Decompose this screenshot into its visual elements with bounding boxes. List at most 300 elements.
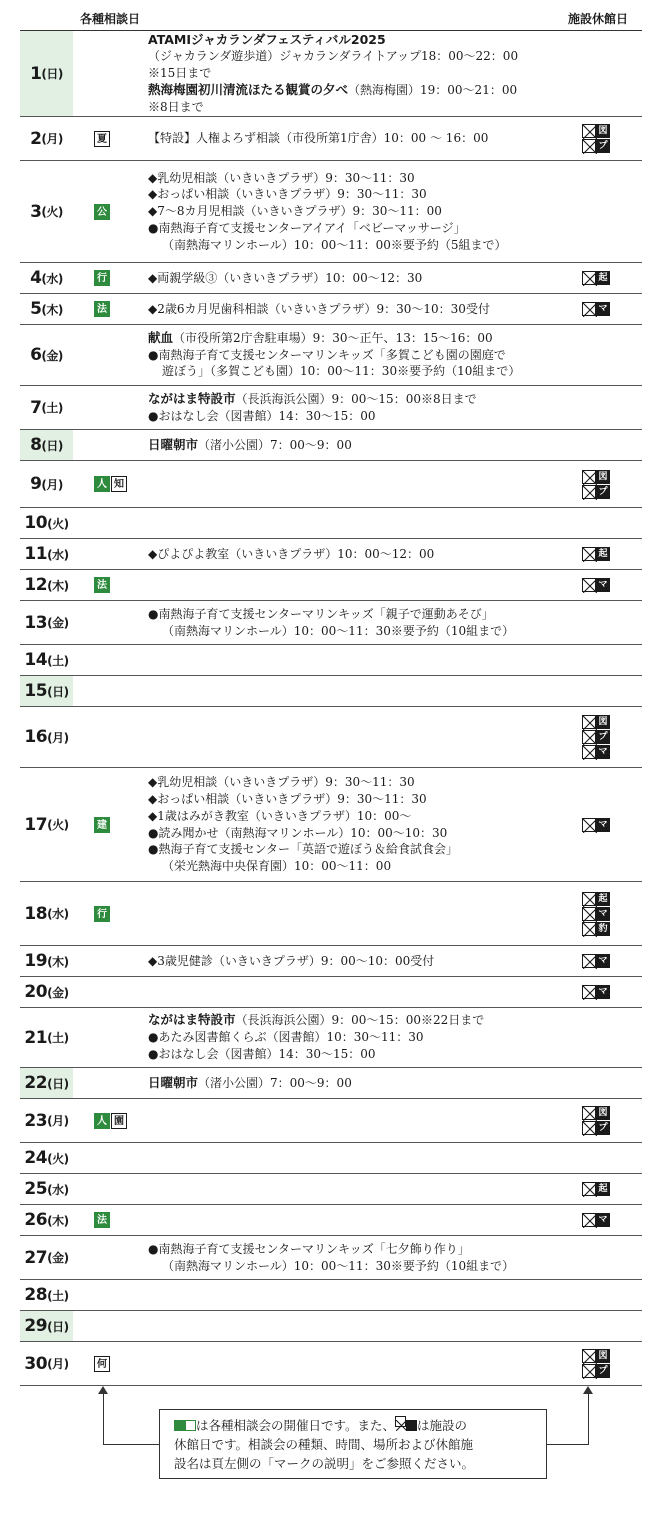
day-number: 21 <box>24 1027 48 1048</box>
facility-mark: プ <box>596 1121 610 1135</box>
left-arrow-line <box>103 1392 104 1445</box>
event-line: ●読み聞かせ（南熱海マリンホール）10：00～10：30 <box>148 825 448 840</box>
weekday-label: (土) <box>41 401 63 415</box>
calendar-row <box>20 1068 642 1099</box>
crossed-box-icon <box>582 1364 596 1378</box>
closed-facilities <box>582 882 610 945</box>
weekday-label: (日) <box>41 67 63 81</box>
day-cell <box>20 1068 73 1098</box>
weekday-label: (木) <box>47 578 69 593</box>
day-cell <box>20 1280 73 1310</box>
day-cell <box>20 1008 73 1067</box>
day-number: 25 <box>24 1179 48 1199</box>
day-cell <box>20 161 73 262</box>
event-line: ◆1歳はみがき教室（いきいきプラザ）10：00～ <box>148 808 412 823</box>
facility-mark: プ <box>596 1364 610 1378</box>
weekday-label: (金) <box>41 348 63 363</box>
event-line: ◆ぴよぴよ教室（いきいきプラザ）10：00～12：00 <box>148 546 435 561</box>
right-arrow-head-icon <box>583 1386 593 1394</box>
day-cell <box>20 325 73 385</box>
day-cell <box>20 386 73 429</box>
event-detail: （長浜海浜公園）9：00～15：00※22日まで <box>235 1013 485 1028</box>
weekday-label: (月) <box>41 132 63 146</box>
closed-badge <box>582 139 610 153</box>
facility-mark: マ <box>596 818 610 832</box>
calendar-row <box>20 325 642 386</box>
closed-facilities <box>582 946 610 976</box>
event-detail: （渚小公園）7：00～9：00 <box>198 1075 352 1090</box>
crossed-box-icon <box>582 1349 596 1363</box>
weekday-label: (金) <box>47 1251 69 1265</box>
day-number: 14 <box>24 650 48 670</box>
weekday-label: (火) <box>47 516 69 531</box>
day-cell <box>20 601 73 644</box>
black-square-icon <box>406 1420 417 1431</box>
event-line: ◆2歳6カ月児歯科相談（いきいきプラザ）9：30～10：30受付 <box>148 301 490 316</box>
closed-badge <box>582 907 610 921</box>
day-number: 27 <box>24 1247 48 1268</box>
day-cell <box>20 676 73 706</box>
weekday-label: (水) <box>41 271 63 286</box>
closed-facilities <box>582 707 610 767</box>
facility-mark: 図 <box>596 715 610 729</box>
day-cell <box>20 31 73 116</box>
consultation-codes <box>94 1099 128 1142</box>
crossed-box-icon <box>582 715 596 729</box>
facility-closed-header: 施設休館日 <box>568 12 629 26</box>
day-number: 24 <box>24 1148 48 1168</box>
crossed-box-icon <box>582 547 596 561</box>
crossed-box-icon <box>582 730 596 744</box>
day-number: 8 <box>30 435 42 455</box>
event-line: （南熱海マリンホール）10：00～11：30※要予約（10組まで） <box>162 1258 515 1273</box>
day-cell <box>20 1205 73 1235</box>
day-number: 10 <box>24 513 48 533</box>
weekday-label: (木) <box>47 1213 69 1228</box>
weekday-label: (土) <box>47 1031 69 1045</box>
event-line <box>148 82 584 99</box>
crossed-box-icon <box>582 139 596 153</box>
facility-mark: マ <box>596 907 610 921</box>
crossed-box-icon <box>582 1106 596 1120</box>
day-cell <box>20 1342 73 1385</box>
day-cell <box>20 977 73 1007</box>
calendar-row <box>20 1280 642 1311</box>
event-line: ●南熱海子育て支援センターマリンキッズ「多賀こども園の園庭で <box>148 347 506 362</box>
closed-badge <box>582 485 610 499</box>
closed-facilities <box>582 461 610 507</box>
consultation-badge: 法 <box>94 1212 110 1228</box>
facility-mark: 図 <box>596 1106 610 1120</box>
consultation-badge: 法 <box>94 577 110 593</box>
calendar-row <box>20 31 642 117</box>
facility-mark: 図 <box>596 470 610 484</box>
day-number: 5 <box>30 299 42 319</box>
facility-mark: プ <box>596 139 610 153</box>
crossed-box-icon <box>582 985 596 999</box>
weekday-label: (月) <box>47 1357 69 1371</box>
calendar-row <box>20 946 642 977</box>
day-cell <box>20 461 73 507</box>
event-title: ながはま特設市 <box>148 1012 236 1028</box>
event-list <box>148 263 584 293</box>
closed-badge <box>582 892 610 906</box>
calendar-row <box>20 430 642 461</box>
facility-mark: プ <box>596 730 610 744</box>
consultation-codes <box>94 768 111 881</box>
calendar-row <box>20 294 642 325</box>
day-number: 23 <box>24 1110 48 1131</box>
crossed-box-icon <box>582 578 596 592</box>
event-line: （南熱海マリンホール）10：00～11：30※要予約（10組まで） <box>162 623 515 638</box>
calendar-row <box>20 676 642 707</box>
consultation-codes <box>94 461 128 507</box>
closed-facilities <box>582 263 610 293</box>
weekday-label: (土) <box>47 653 69 668</box>
facility-mark: マ <box>596 954 610 968</box>
calendar-row <box>20 1008 642 1068</box>
day-cell <box>20 1311 73 1341</box>
consultation-badge: 知 <box>111 476 127 492</box>
right-arrow-horizontal <box>547 1444 589 1445</box>
calendar-row <box>20 1205 642 1236</box>
closed-badge <box>582 922 610 936</box>
calendar-row <box>20 117 642 161</box>
weekday-label: (土) <box>47 1288 69 1303</box>
closed-facilities <box>582 1342 610 1385</box>
closed-badge <box>582 1106 610 1120</box>
consultation-badge: 何 <box>94 1356 110 1372</box>
facility-mark: マ <box>596 985 610 999</box>
weekday-label: (火) <box>41 205 63 219</box>
event-list <box>148 31 584 116</box>
day-cell <box>20 1143 73 1173</box>
event-line: ●南熱海子育て支援センターマリンキッズ「七夕飾り作り」 <box>148 1241 470 1256</box>
event-list <box>148 294 584 324</box>
event-line: 遊ぼう」（多賀こども園）10：00～11：30※要予約（10組まで） <box>162 364 521 379</box>
facility-mark: マ <box>596 578 610 592</box>
day-number: 7 <box>30 397 42 418</box>
crossed-box-icon <box>582 1182 596 1196</box>
calendar-row <box>20 508 642 539</box>
closed-facilities <box>582 294 610 324</box>
crossed-box-icon <box>582 922 596 936</box>
closed-badge <box>582 1364 610 1378</box>
day-cell <box>20 263 73 293</box>
day-cell <box>20 768 73 881</box>
day-cell <box>20 946 73 976</box>
facility-mark: 図 <box>596 1349 610 1363</box>
weekday-label: (水) <box>47 907 69 921</box>
calendar-row <box>20 386 642 430</box>
green-filled-square-icon <box>174 1420 185 1431</box>
consultation-badge: 行 <box>94 270 110 286</box>
closed-badge <box>582 954 610 968</box>
crossed-box-icon <box>582 1213 596 1227</box>
day-number: 20 <box>24 982 48 1002</box>
event-line <box>148 330 584 347</box>
event-line: ◆おっぱい相談（いきいきプラザ）9：30～11：30 <box>148 791 427 806</box>
crossed-box-icon <box>582 271 596 285</box>
consultation-codes <box>94 570 111 600</box>
closed-badge <box>582 271 610 285</box>
closed-facilities <box>582 1174 610 1204</box>
left-arrow-horizontal <box>103 1444 159 1445</box>
weekday-label: (日) <box>47 684 69 699</box>
event-list <box>148 1068 584 1098</box>
day-number: 15 <box>24 681 48 701</box>
day-cell <box>20 117 73 160</box>
crossed-box-icon <box>582 485 596 499</box>
crossed-box-icon <box>582 302 596 316</box>
event-line: ◆両親学級③（いきいきプラザ）10：00～12：30 <box>148 270 423 285</box>
closed-badge <box>582 302 610 316</box>
day-number: 28 <box>24 1285 48 1305</box>
calendar-row <box>20 1174 642 1205</box>
closed-facilities <box>582 1099 610 1142</box>
event-detail: （渚小公園）7：00～9：00 <box>198 437 352 452</box>
calendar-row <box>20 707 642 768</box>
crossed-box-icon <box>582 470 596 484</box>
calendar-row <box>20 1143 642 1174</box>
consultation-badge: 公 <box>94 204 110 220</box>
facility-mark: 図 <box>596 124 610 138</box>
event-line <box>148 391 584 408</box>
closed-facilities <box>582 539 610 569</box>
green-outline-square-icon <box>185 1420 196 1431</box>
day-cell <box>20 294 73 324</box>
event-list <box>148 325 584 385</box>
event-line <box>148 1012 584 1029</box>
closed-facilities <box>582 570 610 600</box>
day-number: 9 <box>30 474 42 494</box>
day-number: 12 <box>24 575 48 595</box>
weekday-label: (火) <box>47 818 69 832</box>
closed-badge <box>582 1213 610 1227</box>
crossed-box-icon <box>582 818 596 832</box>
facility-mark: マ <box>596 745 610 759</box>
closed-badge <box>582 124 610 138</box>
closed-badge <box>582 547 610 561</box>
calendar-row <box>20 768 642 882</box>
day-cell <box>20 508 73 538</box>
weekday-label: (月) <box>41 477 63 492</box>
weekday-label: (火) <box>47 1151 69 1166</box>
event-list <box>148 601 584 644</box>
closed-badge <box>582 1121 610 1135</box>
event-list <box>148 768 584 881</box>
event-line: ●南熱海子育て支援センターマリンキッズ「親子で運動あそび」 <box>148 606 494 621</box>
event-line: ◆7～8カ月児相談（いきいきプラザ）9：30～11：00 <box>148 204 442 219</box>
weekday-label: (水) <box>47 1182 69 1197</box>
day-cell <box>20 645 73 675</box>
crossed-box-icon <box>582 1121 596 1135</box>
calendar-row <box>20 882 642 946</box>
event-line: ●熱海子育て支援センター「英語で遊ぼう＆給食試食会」 <box>148 842 458 857</box>
event-line: ◆乳幼児相談（いきいきプラザ）9：30～11：30 <box>148 775 415 790</box>
closed-badge <box>582 578 610 592</box>
crossed-box-icon <box>582 124 596 138</box>
closed-badge <box>582 745 610 759</box>
event-title: ATAMIジャカランダフェスティバル2025 <box>148 31 386 47</box>
calendar-row <box>20 161 642 263</box>
calendar-row <box>20 1236 642 1280</box>
closed-badge <box>582 818 610 832</box>
event-detail: （熱海梅園）19：00～21：00 <box>348 82 518 97</box>
event-list <box>148 161 584 262</box>
event-title: 献血 <box>148 329 174 345</box>
weekday-label: (月) <box>47 1114 69 1128</box>
consultation-badge: 法 <box>94 301 110 317</box>
crossed-box-icon <box>582 745 596 759</box>
consultation-badge: 建 <box>94 817 110 833</box>
day-cell <box>20 570 73 600</box>
facility-mark: 起 <box>596 271 610 285</box>
event-title: ながはま特設市 <box>148 390 236 406</box>
event-line: ※15日まで <box>148 66 212 81</box>
calendar-row <box>20 1342 642 1386</box>
closed-badge <box>582 715 610 729</box>
day-cell <box>20 707 73 767</box>
day-cell <box>20 539 73 569</box>
consultation-codes <box>94 1205 111 1235</box>
weekday-label: (木) <box>41 302 63 317</box>
crossed-box-icon <box>582 892 596 906</box>
note-line-1: は各種相談会の開催日です。また、 は施設の <box>174 1416 536 1435</box>
weekday-label: (金) <box>47 616 69 630</box>
day-number: 30 <box>24 1353 48 1374</box>
event-line <box>148 1075 584 1092</box>
event-line: 【特設】人権よろず相談（市役所第1庁舎）10：00 ～ 16：00 <box>148 131 489 146</box>
event-line: ※8日まで <box>148 99 204 114</box>
event-list <box>148 386 584 429</box>
event-list <box>148 946 584 976</box>
event-list <box>148 1236 584 1279</box>
closed-badge <box>582 1349 610 1363</box>
note-line-3: 設名は頁左側の「マークの説明」をご参照ください。 <box>174 1456 475 1471</box>
calendar-row <box>20 601 642 645</box>
day-cell <box>20 1236 73 1279</box>
consultation-badge: 人 <box>94 1113 110 1129</box>
event-line: ●おはなし会（図書館）14：30～15：00 <box>148 1046 376 1061</box>
consultation-codes <box>94 263 111 293</box>
closed-facilities <box>582 117 610 160</box>
consultation-badge: 行 <box>94 906 110 922</box>
event-detail: （市役所第2庁舎駐車場）9：30～正午、13：15～16：00 <box>173 330 493 345</box>
consultation-days-header: 各種相談日 <box>80 12 141 26</box>
day-number: 26 <box>24 1210 48 1230</box>
event-line: ◆乳幼児相談（いきいきプラザ）9：30～11：30 <box>148 170 415 185</box>
consultation-codes <box>94 1342 111 1385</box>
right-arrow-line <box>588 1392 589 1445</box>
day-number: 11 <box>24 544 48 564</box>
facility-mark: マ <box>596 1213 610 1227</box>
closed-facilities <box>582 768 610 881</box>
weekday-label: (木) <box>47 954 69 969</box>
calendar-table <box>20 30 642 1386</box>
day-number: 22 <box>24 1073 48 1093</box>
weekday-label: (日) <box>41 438 63 453</box>
event-line: （ジャカランダ遊歩道）ジャカランダライトアップ18：00～22：00 <box>148 49 519 64</box>
closed-badge <box>582 985 610 999</box>
legend-note <box>159 1409 547 1479</box>
day-cell <box>20 1099 73 1142</box>
left-arrow-head-icon <box>98 1386 108 1394</box>
facility-mark: プ <box>596 485 610 499</box>
day-number: 2 <box>30 128 42 149</box>
day-number: 19 <box>24 951 48 971</box>
event-line: ●南熱海子育て支援センターアイアイ「ベビーマッサージ」 <box>148 220 466 235</box>
crossed-box-icon <box>582 907 596 921</box>
calendar-row <box>20 461 642 508</box>
consultation-codes <box>94 294 111 324</box>
consultation-codes <box>94 161 111 262</box>
consultation-codes <box>94 882 111 945</box>
day-number: 4 <box>30 268 42 288</box>
crossed-box-icon <box>582 954 596 968</box>
day-number: 17 <box>24 814 48 835</box>
closed-facilities <box>582 977 610 1007</box>
day-number: 18 <box>24 903 48 924</box>
event-line <box>148 32 584 49</box>
event-list <box>148 117 584 160</box>
day-number: 6 <box>30 345 42 365</box>
calendar-row <box>20 645 642 676</box>
consultation-badge: 夏 <box>94 131 110 147</box>
facility-mark: 豹 <box>596 922 610 936</box>
calendar-row <box>20 977 642 1008</box>
event-list <box>148 539 584 569</box>
day-number: 13 <box>24 612 48 633</box>
consultation-codes <box>94 117 111 160</box>
day-number: 29 <box>24 1316 48 1336</box>
facility-mark: マ <box>596 302 610 316</box>
closed-facilities <box>582 1205 610 1235</box>
event-line <box>148 437 584 454</box>
weekday-label: (日) <box>47 1319 69 1334</box>
weekday-label: (水) <box>47 547 69 562</box>
consultation-badge: 人 <box>94 476 110 492</box>
event-title: 日曜朝市 <box>148 436 199 452</box>
facility-mark: 起 <box>596 547 610 561</box>
day-number: 16 <box>24 727 48 747</box>
day-number: 3 <box>30 201 42 222</box>
closed-badge <box>582 470 610 484</box>
facility-mark: 起 <box>596 892 610 906</box>
day-cell <box>20 882 73 945</box>
facility-mark: 起 <box>596 1182 610 1196</box>
calendar-row <box>20 539 642 570</box>
event-line: ●おはなし会（図書館）14：30～15：00 <box>148 408 376 423</box>
day-number: 1 <box>30 63 42 84</box>
event-line: ◆おっぱい相談（いきいきプラザ）9：30～11：30 <box>148 187 427 202</box>
event-title: 日曜朝市 <box>148 1074 199 1090</box>
crossed-square-icon <box>395 1416 406 1427</box>
calendar-row <box>20 263 642 294</box>
event-line: （南熱海マリンホール）10：00～11：00※要予約（5組まで） <box>162 237 507 252</box>
weekday-label: (日) <box>47 1076 69 1091</box>
note-line-2: 休館日です。相談会の種類、時間、場所および休館施 <box>174 1437 474 1452</box>
event-line: ◆3歳児健診（いきいきプラザ）9：00～10：00受付 <box>148 953 435 968</box>
event-line: （栄光熱海中央保育園）10：00～11：00 <box>162 859 392 874</box>
day-cell <box>20 1174 73 1204</box>
calendar-row <box>20 570 642 601</box>
weekday-label: (金) <box>47 985 69 1000</box>
event-list <box>148 430 584 460</box>
event-list <box>148 1008 584 1067</box>
event-detail: （長浜海浜公園）9：00～15：00※8日まで <box>235 391 477 406</box>
closed-badge <box>582 1182 610 1196</box>
